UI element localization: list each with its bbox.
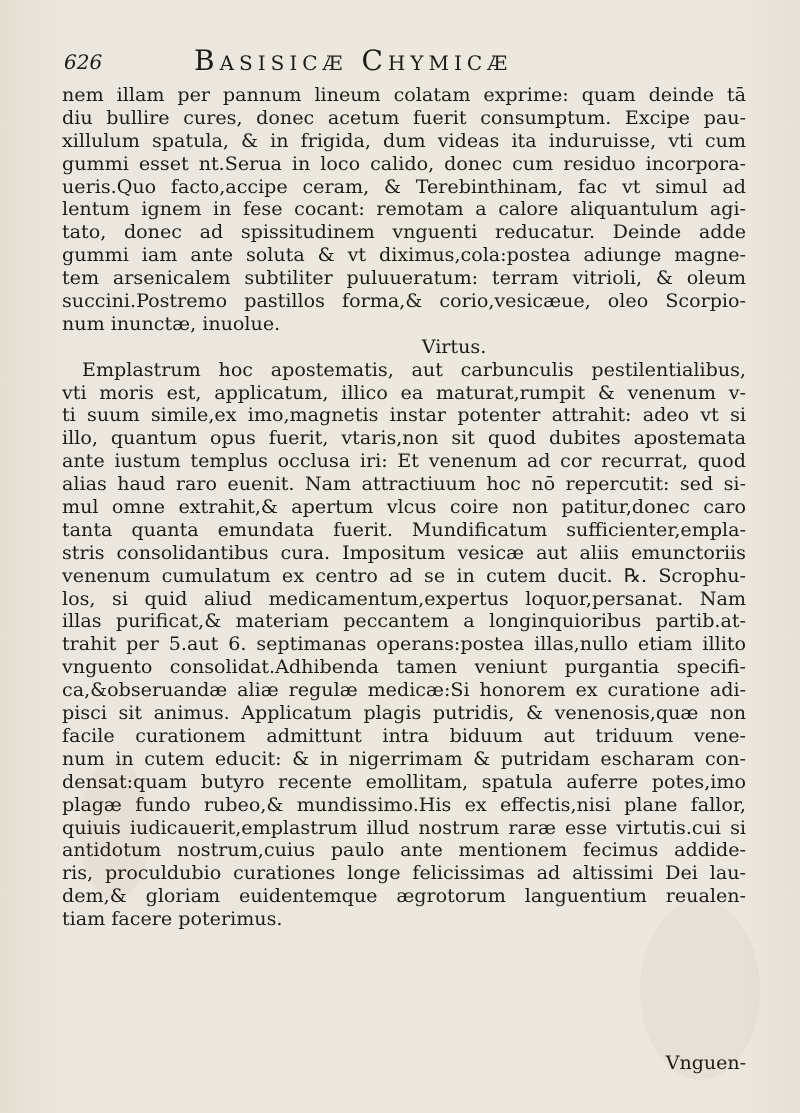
text-line: lentum ignem in fese cocant: remotam a calore aliquantulum agi- (62, 198, 746, 221)
text-line: Emplastrum hoc apostematis, aut carbunculis pestilentialibus, (82, 358, 746, 381)
text-line: illas purificat,& materiam peccantem a longinquioribus partib.at- (62, 610, 746, 633)
text-line: pisci sit animus. Applicatum plagis putridis, & venenosis,quæ non (62, 702, 746, 725)
text-line: diu bullire cures, donec acetum fuerit consumptum. Excipe pau- (62, 106, 746, 129)
text-line: tanta quanta emundata fuerit. Mundificatum sufficienter,empla- (62, 518, 746, 541)
page-number: 626 (64, 50, 103, 74)
text-line: stris consolidantibus cura. Impositum vesicæ aut aliis emunctoriis (62, 541, 746, 564)
text-line: trahit per 5.aut 6. septimanas operans:postea illas,nullo etiam illito (62, 633, 746, 656)
text-line: succini.Postremo pastillos forma,& corio,vesicæue, oleo Scorpio- (62, 290, 746, 313)
text-line: vti moris est, applicatum, illico ea maturat,rumpit & venenum v- (62, 381, 746, 404)
text-line: quiuis iudicauerit,emplastrum illud nostrum raræ esse virtutis.cui si (62, 816, 746, 839)
text-line: num in cutem educit: & in nigerrimam & putridam escharam con- (62, 747, 746, 770)
section-heading: Virtus. (421, 335, 487, 358)
text-line: alias haud raro euenit. Nam attractiuum hoc nō repercutit: sed si- (62, 473, 746, 496)
catchword: Vnguen- (665, 1052, 746, 1074)
text-line: plagæ fundo rubeo,& mundissimo.His ex effectis,nisi plane fallor, (62, 793, 746, 816)
text-line: ueris.Quo facto,accipe ceram, & Terebinthinam, fac vt simul ad (62, 175, 746, 198)
text-line: facile curationem admittunt intra biduum aut triduum vene- (62, 724, 746, 747)
text-line: illo, quantum opus fuerit, vtaris,non sit quod dubites apostemata (62, 427, 746, 450)
text-line: vnguento consolidat.Adhibenda tamen veniunt purgantia specifi- (62, 656, 746, 679)
text-line: los, si quid aliud medicamentum,expertus loquor,persanat. Nam (62, 587, 746, 610)
text-line: gummi iam ante soluta & vt diximus,cola:postea adiunge magne- (62, 244, 746, 267)
text-line: antidotum nostrum,cuius paulo ante mentionem fecimus addide- (62, 839, 746, 862)
text-line: ris, proculdubio curationes longe felicissimas ad altissimi Dei lau- (62, 862, 746, 885)
text-line: tiam facere poterimus. (62, 908, 283, 931)
text-line: xillulum spatula, & in frigida, dum videas ita induruisse, vti cum (62, 129, 746, 152)
text-line: num inunctæ, inuolue. (62, 312, 281, 335)
text-line: gummi esset nt.Serua in loco calido, donec cum residuo incorpora- (62, 152, 746, 175)
text-line: dem,& gloriam euidentemque ægrotorum languentium reualen- (62, 885, 746, 908)
page-header (60, 42, 760, 82)
text-line: ti suum simile,ex imo,magnetis instar potenter attrahit: adeo vt si (62, 404, 746, 427)
text-line: ca,&obseruandæ aliæ regulæ medicæ:Si honorem ex curatione adi- (62, 679, 746, 702)
text-line: mul omne extrahit,& apertum vlcus coire non patitur,donec caro (62, 496, 746, 519)
text-line: tato, donec ad spissitudinem vnguenti reducatur. Deinde adde (62, 221, 746, 244)
text-line: densat:quam butyro recente emollitam, spatula auferre potes,imo (62, 770, 746, 793)
text-line: nem illam per pannum lineum colatam exprime: quam deinde tā (62, 84, 746, 106)
running-title: Basisicæ Chymicæ (194, 44, 513, 77)
body-text (62, 84, 746, 931)
text-line: ante iustum templus occlusa iri: Et venenum ad cor recurrat, quod (62, 450, 746, 473)
text-line: venenum cumulatum ex centro ad se in cutem ducit. ℞. Scrophu- (62, 564, 746, 587)
text-line: tem arsenicalem subtiliter puluueratum: terram vitrioli, & oleum (62, 267, 746, 290)
